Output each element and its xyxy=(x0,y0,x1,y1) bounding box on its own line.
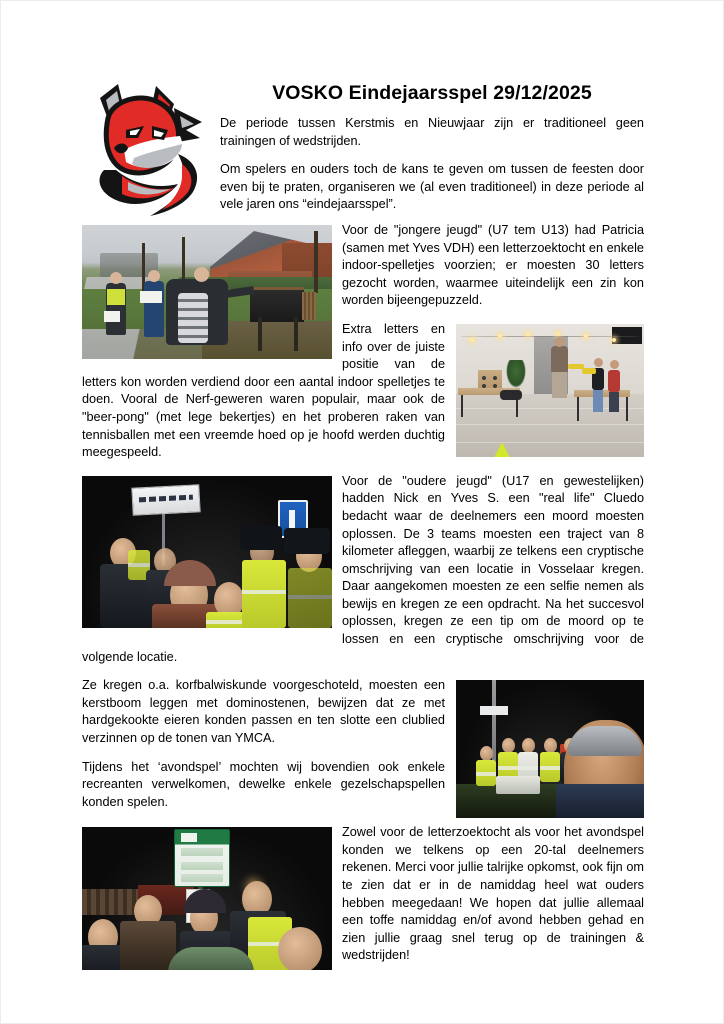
photo-scene-indoor xyxy=(456,324,644,457)
photo-scene-night-sign xyxy=(82,476,332,628)
paragraph-opdrachten: Ze kregen o.a. korfbalwiskunde voorgeschoteld, moesten een kerstboom leggen met dominostenen, bewijzen dat ze met hardgekookte eieren konden passen en ten slotte een clublied verzinnen op de tonen van YMCA. xyxy=(82,678,445,746)
paragraph-intro-1: De periode tussen Kerstmis en Nieuwjaar zijn er traditioneel geen trainingen of wedstrijden. xyxy=(220,116,644,148)
photo-indoor-nerf-hall xyxy=(456,324,644,457)
paragraph-slot: Zowel voor de letterzoektocht als voor het avondspel konden we telkens op een 20-tal deelnemers rekenen. Merci voor jullie talrijke opkomst, ook fijn om te zien dat er in de namiddag heel wat ouders hebben meegedaan! We hopen dat jullie allemaal een toffe namiddag en/of avond hebben gehad en zien jullie graag snel terug op de trainingen & wedstrijden! xyxy=(342,825,644,963)
adult-figure xyxy=(551,346,568,396)
photo-scene-outdoor xyxy=(82,225,332,359)
photo-night-group-street-sign xyxy=(82,476,332,628)
paragraph-avondspel: Tijdens het ‘avondspel’ mochten wij bovendien ook enkele recreanten verwelkomen, dewelke enkele gezelschapspellen konden spelen. xyxy=(82,759,445,809)
paragraph-jongere-jeugd: Voor de "jongere jeugd" (U7 tem U13) had Patricia (samen met Yves VDH) een letterzoektocht en enkele indoor-spelletjes voorzien; er moesten 30 letters gezocht worden, waarmee uiteindelijk een zin kon worden bijeengepuzzeld. xyxy=(342,223,644,308)
paragraph-extra-letters: Extra letters en info over de juiste positie van de letters kon worden verdiend door een aantal indoor spelletjes te doen. Vooral de Nerf-geweren waren populair, maar ook de "beer-pong" (met lege bekertjes) en het proberen raken van tennisballen met een vreemde hoed op je hoofd werden duchtig meegespeeld. xyxy=(82,321,445,460)
photo-night-selfie-at-pole xyxy=(456,680,644,818)
vosko-fox-logo xyxy=(82,78,208,220)
document-content xyxy=(82,70,644,963)
page-title: VOSKO Eindejaarsspel 29/12/2025 xyxy=(272,82,592,104)
photo-scene-night-pole xyxy=(456,680,644,818)
photo-scene-night-green-sign xyxy=(82,827,332,970)
photo-night-group-fietsknooppunt xyxy=(82,827,332,970)
paragraph-oudere-jeugd: Voor de "oudere jeugd" (U17 en gewestelijken) hadden Nick en Yves S. een "real life" Cluedo bedacht waar de deelnemers een moord moesten oplossen. De 3 teams moesten een traject van 8 kilometer afleggen, waarbij ze telkens een cryptische omschrijving van een locatie in Vosselaar kregen. Daar aangekomen moesten ze een selfie nemen als bewijs en kregen ze een opdracht. Na het succesvol oplossen, kregen ze een tip om de moord op te lossen en een cryptische omschrijving voor de volgende locatie. xyxy=(82,473,644,664)
photo-kids-outdoor-mailbox xyxy=(82,225,332,359)
paragraph-intro-2: Om spelers en ouders toch de kans te geven om tussen de feesten door even bij te praten, organiseren we (al even traditioneel) in deze periode al vele jaren ons “eindejaarsspel”. xyxy=(220,162,644,212)
